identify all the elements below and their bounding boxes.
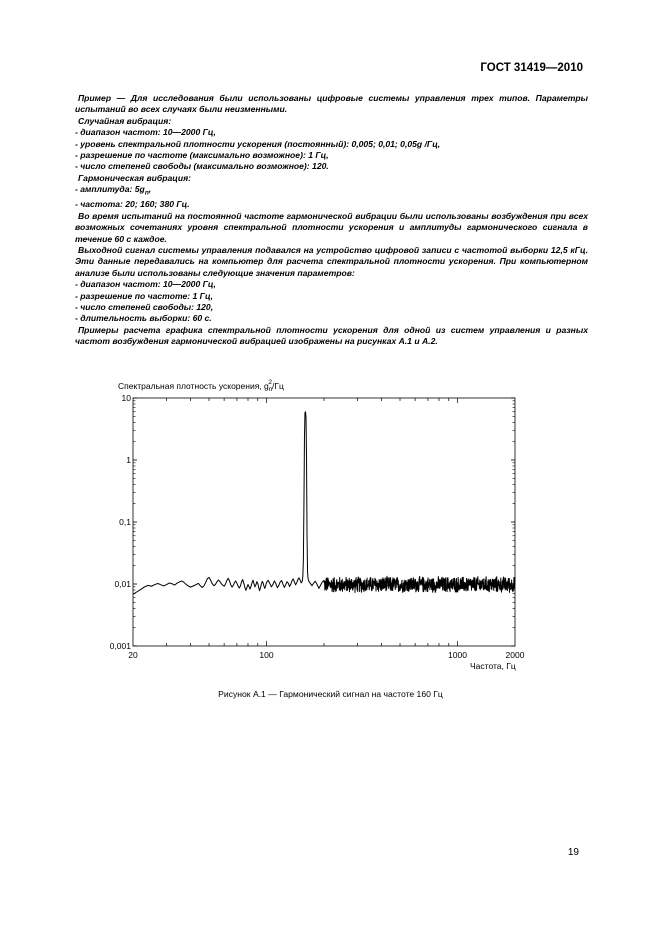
y-tick-label: 0,001 (109, 641, 131, 651)
y-axis-title-text: Спектральная плотность ускорения, g (118, 381, 269, 391)
harmonic-vibration-title: Гармоническая вибрация: (78, 172, 191, 183)
axis-ticks (110, 393, 525, 660)
y-axis-title-sup: 2 (268, 379, 272, 386)
y-tick-label: 0,01 (114, 579, 131, 589)
psd-series-line (133, 412, 515, 595)
plot-area-frame (133, 398, 515, 646)
list-item: - число степеней свободы: 120, (75, 302, 214, 313)
x-tick-label: 1000 (448, 650, 467, 660)
y-axis-title-sub: n (268, 386, 273, 393)
paragraph: Примеры расчета графика спектральной плотности ускорения для одной из систем управления и разных частот возбуждения гармонической вибрацией изображены на рисунках А.1 и А.2. (75, 324, 588, 347)
y-tick-label: 10 (121, 393, 131, 403)
list-item: - число степеней свободы (максимально возможное): 120. (75, 161, 329, 172)
paragraph: Во время испытаний на постоянной частоте гармонической вибрации были использованы возбуждения при всех возможных сочетаниях уровня спектральной плотности ускорения и амплитуды гармонического сигнала в течение 60 с каждое. (75, 210, 588, 244)
y-axis-title-unit: /Гц (272, 381, 284, 391)
x-axis-title: Частота, Гц (470, 661, 516, 671)
list-item: - уровень спектральной плотности ускорения (постоянный): 0,005; 0,01; 0,05g /Гц, (75, 138, 441, 149)
list-item: - диапазон частот: 10—2000 Гц, (75, 127, 216, 138)
y-tick-label: 1 (126, 455, 131, 465)
example-paragraph: Пример — Для исследования были использованы цифровые системы управления трех типов. Параметры испытаний во всех случаях были неизменными. (75, 93, 588, 115)
series-group (133, 412, 515, 595)
x-tick-label: 20 (128, 650, 138, 660)
list-item: - разрешение по частоте (максимально возможное): 1 Гц, (75, 150, 329, 161)
list-item: - разрешение по частоте: 1 Гц, (75, 290, 213, 301)
paragraph: Выходной сигнал системы управления подавался на устройство цифровой записи с частотой выборки 12,5 кГц. Эти данные передавались на компьютер для расчета спектральной плотности ускорения. При компьютерном анализе были использованы следующие значения параметров: (75, 245, 588, 278)
list-item: - длительность выборки: 60 с. (75, 313, 212, 324)
amplitude-subscript: n (144, 189, 149, 197)
x-tick-label: 2000 (505, 650, 525, 660)
y-axis-title (118, 379, 284, 393)
standard-number: ГОСТ 31419—2010 (480, 62, 583, 74)
amplitude-suffix: , (148, 184, 152, 195)
y-tick-label: 0,1 (119, 517, 131, 527)
amplitude-prefix: - амплитуда: 5g (75, 184, 145, 195)
list-item: - частота: 20; 160; 380 Гц. (75, 199, 190, 210)
figure-caption: Рисунок А.1 — Гармонический сигнал на частоте 160 Гц (218, 689, 443, 699)
page-number: 19 (567, 847, 579, 858)
x-tick-label: 100 (259, 650, 274, 660)
list-item: - диапазон частот: 10—2000 Гц, (75, 279, 216, 290)
random-vibration-title: Случайная вибрация: (78, 115, 172, 126)
